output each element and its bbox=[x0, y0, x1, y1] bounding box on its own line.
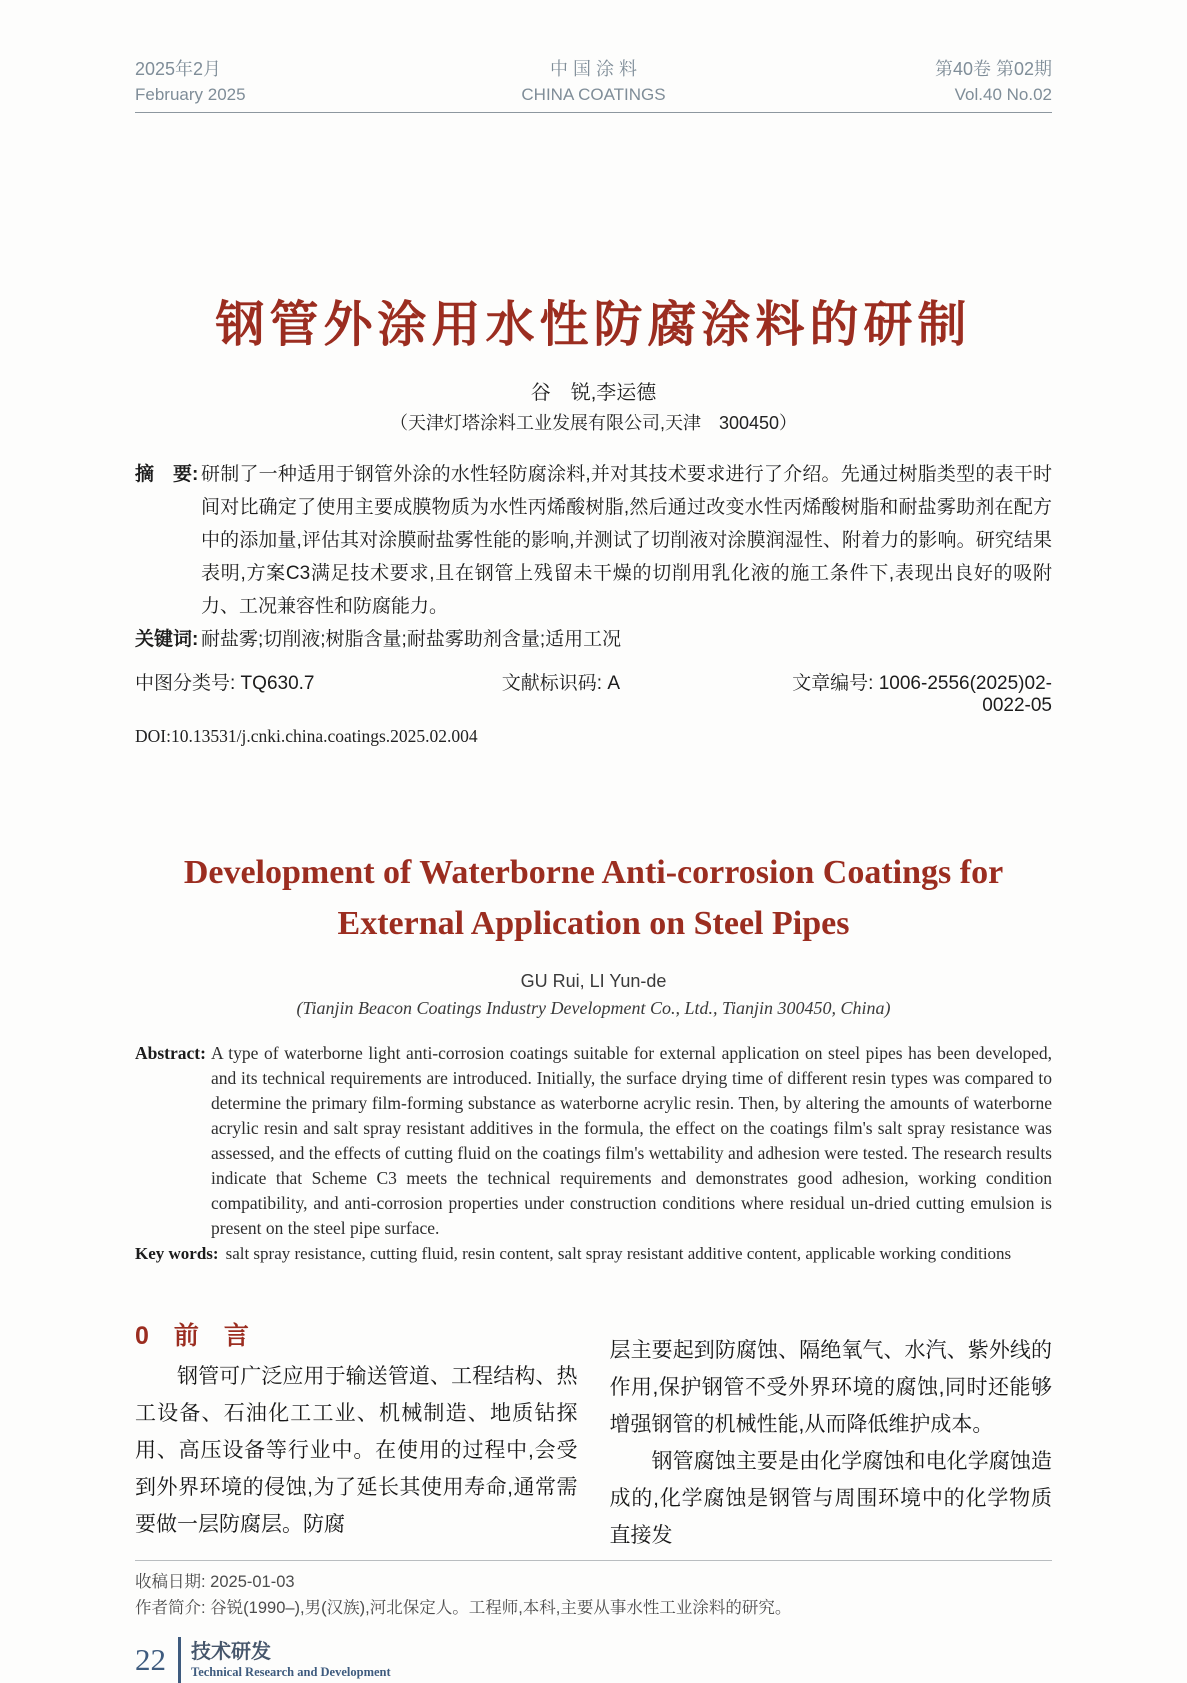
footer-column-en: Technical Research and Development bbox=[191, 1665, 391, 1679]
header-issue-cn: 第40卷 第02期 bbox=[934, 59, 1053, 79]
keywords-cn-label: 关键词: bbox=[135, 629, 199, 650]
authors-en: GU Rui, LI Yun-de bbox=[520, 971, 667, 991]
keywords-en-text: salt spray resistance, cutting fluid, resin content, salt spray resistant additive content, applicable working conditions bbox=[225, 1244, 1012, 1263]
abstract-cn-text: 研制了一种适用于钢管外涂的水性轻防腐涂料,并对其技术要求进行了介绍。先通过树脂类型的表干时间对比确定了使用主要成膜物质为水性丙烯酸树脂,然后通过改变水性丙烯酸树脂和耐盐雾助剂在配方中的添加量,评估其对涂膜耐盐雾性能的影响,并测试了切削液对涂膜润湿性、附着力的影响。研究结果表明,方案C3满足技术要求,且在钢管上残留未干燥的切削用乳化液的施工条件下,表现出良好的吸附力、工况兼容性和防腐能力。 bbox=[201, 464, 1052, 617]
header-issue-en: Vol.40 No.02 bbox=[954, 85, 1053, 104]
header-date-en: February 2025 bbox=[135, 85, 246, 104]
clc-number: 中图分类号: TQ630.7 bbox=[135, 673, 315, 694]
header-journal-name bbox=[441, 56, 747, 108]
article-title-en-line1: Development of Waterborne Anti-corrosion Coatings for bbox=[183, 854, 1004, 891]
keywords-en bbox=[135, 1241, 1052, 1266]
keywords-en-label: Key words: bbox=[135, 1244, 219, 1263]
page-footer bbox=[135, 1637, 1052, 1683]
journal-header bbox=[135, 56, 1052, 108]
affiliation-cn: （天津灯塔涂料工业发展有限公司,天津 300450） bbox=[389, 413, 798, 433]
header-date-cn: 2025年2月 bbox=[135, 59, 222, 79]
author-bio: 作者简介: 谷锐(1990–),男(汉族),河北保定人。工程师,本科,主要从事水性工业涂料的研究。 bbox=[135, 1599, 792, 1617]
received-date: 收稿日期: 2025-01-03 bbox=[135, 1573, 295, 1591]
footer-divider-bar bbox=[178, 1637, 181, 1683]
doi: DOI:10.13531/j.cnki.china.coatings.2025.02.004 bbox=[135, 726, 478, 746]
body-column-right bbox=[610, 1320, 1053, 1554]
article-id: 文章编号: 1006-2556(2025)02-0022-05 bbox=[792, 673, 1052, 716]
header-issue bbox=[746, 56, 1052, 108]
article-title-cn: 钢管外涂用水性防腐涂料的研制 bbox=[215, 298, 972, 352]
article-title-en bbox=[135, 847, 1052, 949]
body-columns bbox=[135, 1320, 1052, 1554]
keywords-cn-text: 耐盐雾;切削液;树脂含量;耐盐雾助剂含量;适用工况 bbox=[201, 629, 622, 650]
keywords-cn bbox=[135, 623, 1052, 656]
footer-column-cn: 技术研发 bbox=[191, 1641, 271, 1663]
abstract-en bbox=[135, 1041, 1052, 1241]
page-number: 22 bbox=[135, 1642, 166, 1677]
footnote-divider bbox=[135, 1560, 1052, 1561]
affiliation-en: (Tianjin Beacon Coatings Industry Development Co., Ltd., Tianjin 300450, China) bbox=[296, 998, 891, 1018]
body-paragraph-1-continued: 层主要起到防腐蚀、隔绝氧气、水汽、紫外线的作用,保护钢管不受外界环境的腐蚀,同时还能够增强钢管的机械性能,从而降低维护成本。 bbox=[609, 1339, 1052, 1436]
footer-column-title bbox=[191, 1640, 391, 1680]
abstract-cn-label: 摘 要: bbox=[135, 464, 199, 485]
body-column-left bbox=[135, 1320, 578, 1554]
document-code: 文献标识码: A bbox=[501, 673, 621, 694]
abstract-en-text: A type of waterborne light anti-corrosion coatings suitable for external application on steel pipes has been developed, and its technical requirements are introduced. Initially, the surface drying time of different resin types was compared to determine the primary film-forming substance as waterborne acrylic resin. Then, by altering the amounts of waterborne acrylic resin and salt spray resistant additives in the formula, the effect on the coatings film's salt spray resistance was assessed, and the effects of cutting fluid on the coatings film's wettability and adhesion were tested. The research results indicate that Scheme C3 meets the technical requirements and demonstrates good adhesion, working condition compatibility, and anti-corrosion properties under construction conditions where residual un-dried cutting emulsion is present on the steel pipe surface. bbox=[211, 1043, 1052, 1238]
header-date bbox=[135, 56, 441, 108]
article-title-en-line2: External Application on Steel Pipes bbox=[337, 905, 850, 942]
body-paragraph-1: 钢管可广泛应用于输送管道、工程结构、热工设备、石油化工工业、机械制造、地质钻探用、高压设备等行业中。在使用的过程中,会受到外界环境的侵蚀,为了延长其使用寿命,通常需要做一层防腐层。防腐 bbox=[135, 1365, 578, 1536]
journal-name-en: CHINA COATINGS bbox=[521, 85, 666, 104]
abstract-cn bbox=[135, 458, 1052, 623]
section-0-heading: 0 前 言 bbox=[135, 1322, 249, 1350]
abstract-en-label: Abstract: bbox=[135, 1043, 206, 1063]
header-divider bbox=[135, 112, 1052, 113]
authors-cn: 谷 锐,李运德 bbox=[530, 382, 657, 404]
journal-name-cn: 中 国 涂 料 bbox=[550, 59, 638, 79]
body-paragraph-2: 钢管腐蚀主要是由化学腐蚀和电化学腐蚀造成的,化学腐蚀是钢管与周围环境中的化学物质直接发 bbox=[609, 1450, 1052, 1547]
classification-row bbox=[135, 668, 1052, 717]
